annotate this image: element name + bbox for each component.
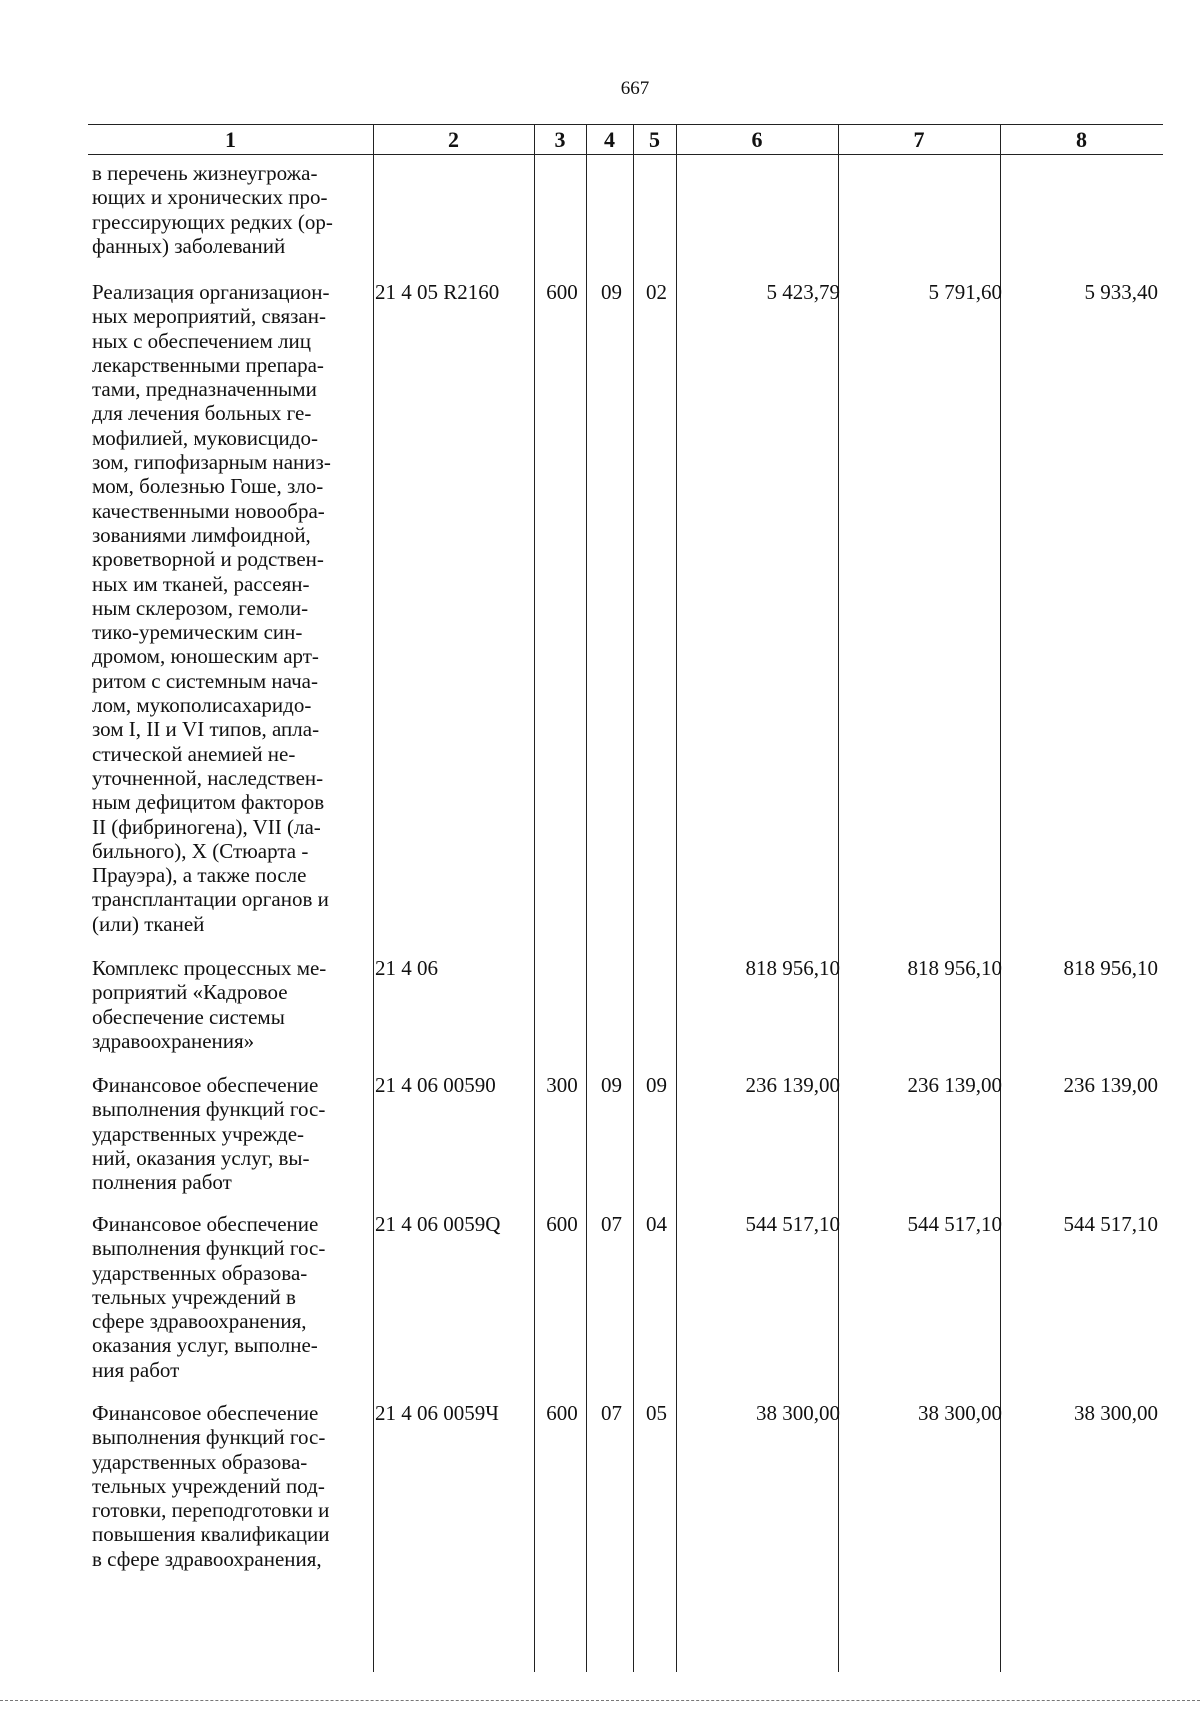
row-description: Финансовое обеспечение выполнения функций гос- ударственных образова- тельных учреждений под- готовки, переподготовки и повышения квалификации в сфере здравоохранения,: [92, 1401, 330, 1571]
amount-year-3: 236 139,00: [1063, 1073, 1158, 1097]
budget-table: [88, 124, 1163, 1672]
column-header-8: 8: [1076, 127, 1087, 152]
column-header-3: 3: [554, 127, 566, 152]
amount-year-1: 38 300,00: [756, 1401, 840, 1425]
amount-year-3: 544 517,10: [1063, 1212, 1158, 1236]
budget-code: 21 4 06 0059Ч: [375, 1401, 499, 1425]
column-divider: [838, 124, 839, 1672]
column-header-7: 7: [913, 127, 925, 152]
row-description: в перечень жизнеугрожа- ющих и хронических про- грессирующих редких (ор- фанных) заболеваний: [92, 161, 333, 258]
amount-year-2: 544 517,10: [907, 1212, 1002, 1236]
row-description: Реализация организацион- ных мероприятий, связан- ных с обеспечением лиц лекарственными препара- тами, предназначенными для лечения больных ге- мофилией, муковисцидо- зом, гипофизарным наниз- мом, болезнью Гоше, зло- качественными новообра- зованиями лимфоидной, кроветворной и родствен- ных им тканей, рассеян- ным склерозом, гемоли- тико-уремическим син- дромом, юношеским арт- ритом с системным нача- лом, мукополисахаридо- зом I, II и VI типов, апла- стической анемией не- уточненной, наследствен- ным дефицитом факторов II (фибриногена), VII (ла- бильного), X (Стюарта - Прауэра), а также после трансплантации органов и (или) тканей: [92, 280, 331, 936]
amount-year-1: 5 423,79: [766, 280, 840, 304]
expense-type: 600: [546, 1401, 578, 1425]
column-divider: [586, 124, 587, 1672]
row-description: Комплекс процессных ме- роприятий «Кадровое обеспечение системы здравоохранения»: [92, 956, 327, 1053]
column-header-5: 5: [649, 127, 660, 152]
column-divider: [676, 124, 677, 1672]
expense-type: 300: [546, 1073, 578, 1097]
section-code: 07: [601, 1401, 622, 1425]
budget-code: 21 4 06 0059Q: [375, 1212, 501, 1236]
row-description: Финансовое обеспечение выполнения функций гос- ударственных учрежде- ний, оказания услуг, вы- полнения работ: [92, 1073, 326, 1195]
amount-year-3: 38 300,00: [1074, 1401, 1158, 1425]
column-header-4: 4: [604, 127, 615, 152]
column-header-6: 6: [751, 127, 763, 152]
subsection-code: 09: [646, 1073, 667, 1097]
row-description: Финансовое обеспечение выполнения функций гос- ударственных образова- тельных учреждений в сфере здравоохранения, оказания услуг, выполне- ния работ: [92, 1212, 326, 1382]
column-header-2: 2: [448, 127, 459, 152]
column-divider: [1000, 124, 1001, 1672]
section-code: 09: [601, 280, 622, 304]
amount-year-1: 236 139,00: [745, 1073, 840, 1097]
budget-code: 21 4 06 00590: [375, 1073, 496, 1097]
amount-year-2: 236 139,00: [907, 1073, 1002, 1097]
amount-year-2: 5 791,60: [928, 280, 1002, 304]
scan-edge-line: [0, 1700, 1200, 1701]
amount-year-3: 818 956,10: [1063, 956, 1158, 980]
amount-year-3: 5 933,40: [1084, 280, 1158, 304]
column-divider: [633, 124, 634, 1672]
amount-year-1: 818 956,10: [745, 956, 840, 980]
subsection-code: 05: [646, 1401, 667, 1425]
header-bottom-rule: [88, 154, 1163, 155]
budget-code: 21 4 06: [375, 956, 438, 980]
budget-code: 21 4 05 R2160: [375, 280, 500, 304]
section-code: 09: [601, 1073, 622, 1097]
column-divider: [534, 124, 535, 1672]
column-header-1: 1: [225, 127, 236, 152]
subsection-code: 02: [646, 280, 667, 304]
section-code: 07: [601, 1212, 622, 1236]
amount-year-1: 544 517,10: [745, 1212, 840, 1236]
subsection-code: 04: [646, 1212, 667, 1236]
page-number: 667: [620, 78, 650, 99]
amount-year-2: 818 956,10: [907, 956, 1002, 980]
column-divider: [373, 124, 374, 1672]
expense-type: 600: [546, 280, 578, 304]
amount-year-2: 38 300,00: [918, 1401, 1002, 1425]
expense-type: 600: [546, 1212, 578, 1236]
